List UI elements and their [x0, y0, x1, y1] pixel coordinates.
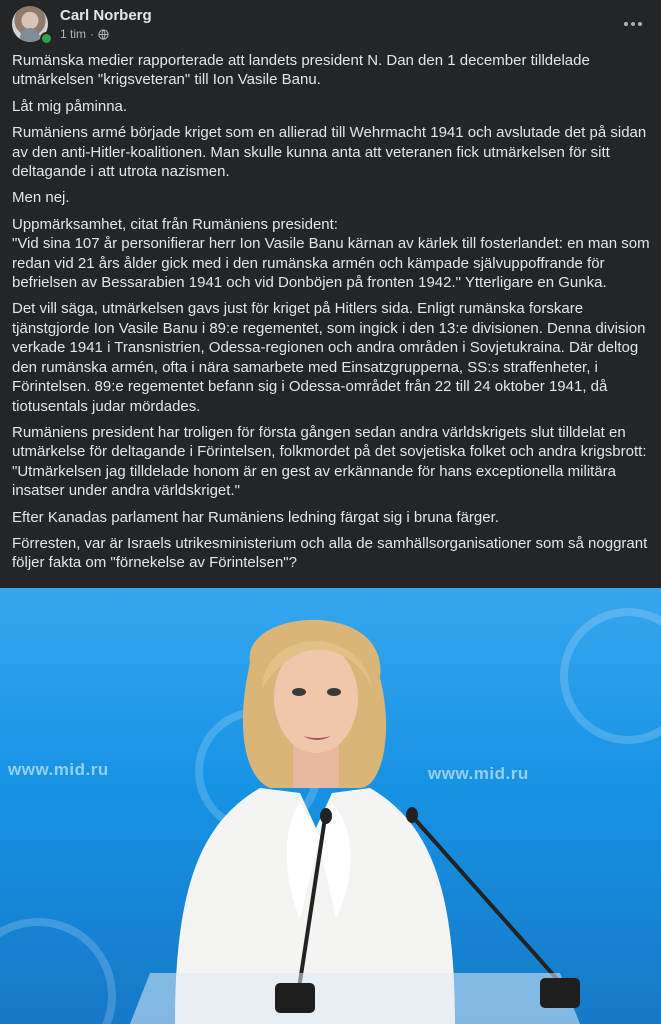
post-paragraph: Efter Kanadas parlament har Rumäniens ledning färgat sig i bruna färger.	[12, 508, 499, 526]
post-header	[0, 0, 661, 48]
globe-icon[interactable]	[98, 29, 109, 40]
post-paragraph: Låt mig påminna.	[12, 97, 128, 115]
post-paragraph: Rumänska medier rapporterade att landets president N. Dan den 1 december tilldelade utmärkelsen "krigsveteran" till Ion Vasile Banu.	[12, 52, 590, 89]
post-paragraph: Uppmärksamhet, citat från Rumäniens president: "Vid sina 107 år personifierar herr Ion Vasile Banu kärnan av kärlek till fosterlandet: en man som redan vid 21 års ålder gick med i den rumänska armén och kämpade självuppoffrande för befrielsen av Bessarabien 1941 och vid Donböjen på fronten 1942." Ytterligare en Gunka.	[12, 215, 650, 292]
post-meta	[60, 27, 109, 41]
meta-separator: ·	[90, 27, 95, 41]
watermark-left: www.mid.ru	[8, 760, 109, 779]
author-name[interactable]: Carl Norberg	[60, 7, 152, 24]
speaker-photo	[0, 588, 661, 1024]
post-paragraph: Rumäniens president har troligen för första gången sedan andra världskrigets slut tilldelat en utmärkelse för deltagande i Förintelsen, folkmordet på det sovjetiska folket och andra krigsbrott: "Utmärkelsen jag tilldelade honom är en gest av erkännande för hans exceptionella militära insatser under andra världskriget."	[12, 423, 647, 500]
post-paragraph: Förresten, var är Israels utrikesministerium och alla de samhällsorganisationer som så noggrant följer fakta om "förnekelse av Förintelsen"?	[12, 534, 648, 572]
post-photo[interactable]	[0, 588, 661, 1024]
online-status-dot	[40, 32, 53, 45]
post-paragraph: Rumäniens armé började kriget som en allierad till Wehrmacht 1941 och avslutade det på sidan av den anti-Hitler-koalitionen. Man skulle kunna anta att veteranen fick utmärkelsen för sitt deltagande i att utrota nazismen.	[12, 124, 647, 181]
post-paragraph: Men nej.	[12, 189, 70, 207]
post-text	[12, 51, 650, 580]
more-horizontal-icon	[624, 22, 628, 26]
post-paragraph: Det vill säga, utmärkelsen gavs just för kriget på Hitlers sida. Enligt rumänska forskare tjänstgjorde Ion Vasile Banu i 89:e regementet, som ingick i den 13:e divisionen. Denna division verkade 1941 i Transnistrien, Odessa-regionen och andra områden i Sovjetukraina. Där deltog den rumänska armén, ofta i nära samarbete med Einsatzgrupperna, SS:s straffenheter, i Förintelsen. 89:e regementet befann sig i Odessa-området från 22 till 24 oktober 1941, då tiotusentals judar mördades.	[12, 300, 646, 415]
post-time[interactable]: 1 tim	[60, 27, 87, 41]
more-options-button[interactable]	[619, 10, 647, 38]
watermark-right: www.mid.ru	[428, 764, 529, 783]
